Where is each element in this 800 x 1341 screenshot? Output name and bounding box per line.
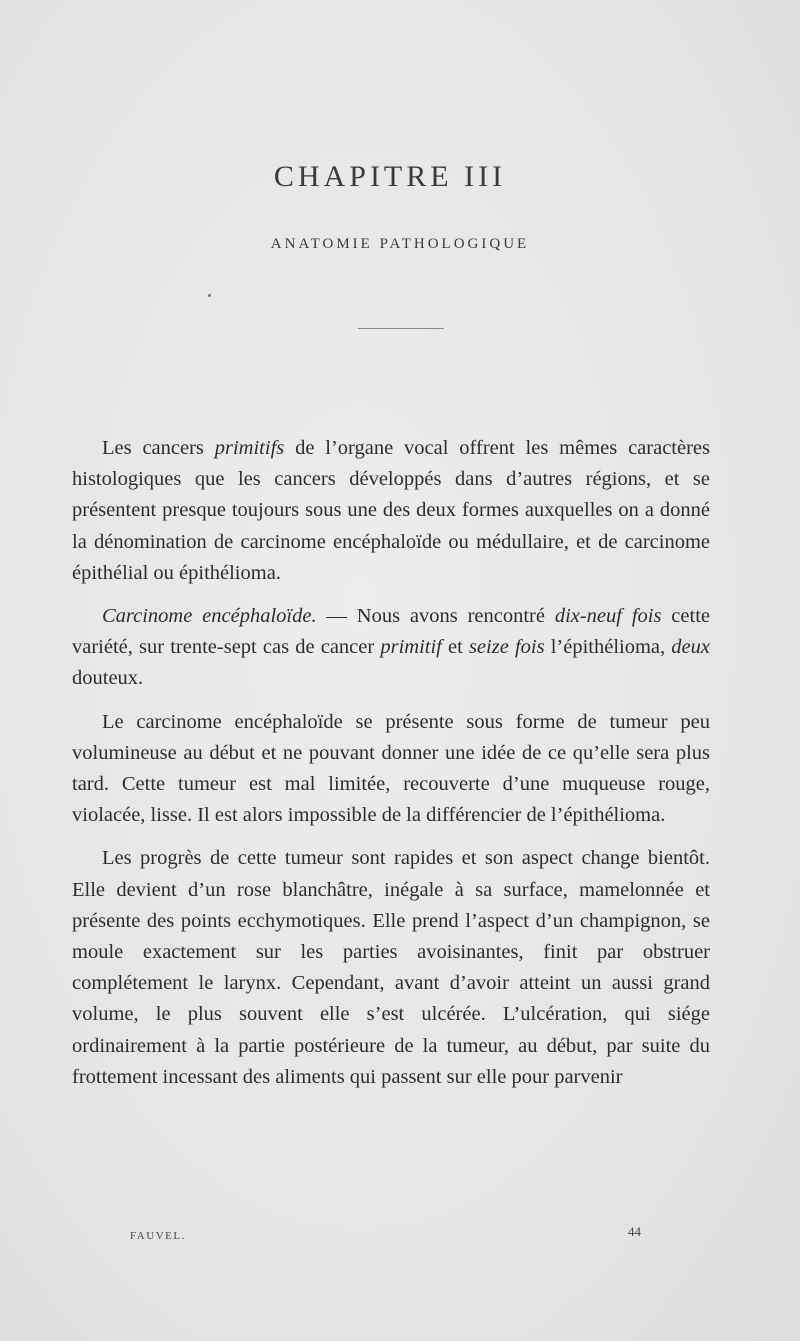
footer-author: FAUVEL. <box>130 1230 186 1242</box>
italic-run: primitifs <box>214 437 285 459</box>
italic-run: primitif <box>380 636 442 659</box>
paragraph <box>72 707 710 832</box>
italic-run: Carcinome encéphaloïde. <box>102 605 317 628</box>
italic-run: dix-neuf fois <box>554 605 662 628</box>
footer-signature: 44 <box>628 1224 641 1239</box>
text-run: Les cancers <box>102 437 215 459</box>
body-text <box>72 433 710 1093</box>
text-run: et <box>441 636 469 659</box>
paragraph <box>72 843 710 1093</box>
italic-run: deux <box>671 636 710 659</box>
section-rule <box>358 328 444 329</box>
text-run: l’épithélioma, <box>544 636 672 659</box>
chapter-subtitle: ANATOMIE PATHOLOGIQUE <box>270 236 530 252</box>
ink-speck <box>208 294 211 297</box>
text-run: de l’organe vocal offrent les mêmes caractères histologiques que les cancers développés dans d’autres régions, et se présentent presque toujours sous une des deux formes auxquelles on a donné la dénomination de carcinome encéphaloïde ou médullaire, et de carcinome épithélial ou épithélioma. <box>72 437 710 584</box>
text-run: Les progrès de cette tumeur sont rapides et son aspect change bientôt. Elle devient d’un rose blanchâtre, inégale à sa surface, mamelonnée et présente des points ecchymotiques. Elle prend l’aspect d’un champignon, se moule exactement sur les parties avoisinantes, finit par obstruer complétement le larynx. Cependant, avant d’avoir atteint un aussi grand volume, le plus souvent elle s’est ulcérée. L’ulcération, qui siége ordinairement à la partie postérieure de la tumeur, au début, par suite du frottement incessant des aliments qui passent sur elle pour parvenir <box>72 847 710 1088</box>
text-run: — Nous avons rencontré <box>316 605 555 628</box>
paragraph <box>72 601 710 695</box>
text-run: douteux. <box>72 667 144 690</box>
text-run: Le carcinome encéphaloïde se présente sous forme de tumeur peu volumineuse au début et ne pouvant donner une idée de ce qu’elle sera plus tard. Cette tumeur est mal limitée, recouverte d’une muqueuse rouge, violacée, lisse. Il est alors impossible de la différencier de l’épithélioma. <box>72 710 710 827</box>
paragraph <box>72 433 710 589</box>
italic-run: seize fois <box>468 636 545 659</box>
text-run: cette variété, sur trente-sept cas de cancer <box>72 605 710 659</box>
chapter-title: CHAPITRE III <box>273 160 507 193</box>
